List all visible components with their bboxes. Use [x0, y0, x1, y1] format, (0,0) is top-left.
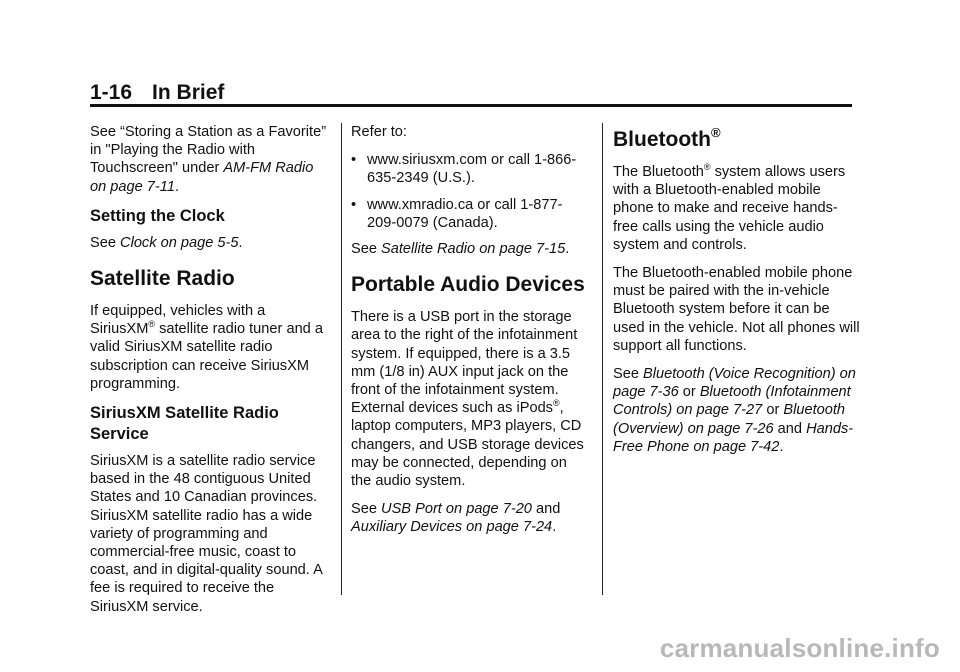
text: .: [174, 178, 179, 195]
portable-paragraph: [351, 308, 591, 490]
bullet-list: [351, 151, 591, 232]
cross-reference[interactable]: Bluetooth (Voice Recognition) on page 7-36: [613, 366, 856, 401]
cross-reference[interactable]: Clock on page 5-5: [120, 234, 239, 251]
text: See: [90, 234, 121, 251]
text: .: [552, 519, 557, 536]
text: , laptop computers, MP3 players, CD changers, and USB storage devices may be connected, depending on the audio system.: [351, 400, 584, 490]
list-item: [351, 196, 591, 232]
cross-reference[interactable]: USB Port on page 7-20: [381, 501, 532, 518]
text: See “Storing a Station as a Favorite” in "Playing the Radio with Touchscreen" under: [90, 124, 327, 177]
heading-setting-clock: Setting the Clock: [90, 206, 225, 225]
cross-reference[interactable]: Bluetooth (Infotainment Controls) on page 7-27: [613, 384, 851, 419]
text: .: [238, 234, 243, 251]
text: system allows users with a Bluetooth-enabled mobile phone to make and receive hands-free calls using the vehicle audio system and controls.: [613, 164, 846, 253]
bluetooth-references: [613, 365, 860, 456]
text: and: [531, 501, 561, 518]
bullet-icon: •: [351, 152, 357, 169]
text: www.xmradio.ca or call 1-877-209-0079 (Canada).: [367, 196, 563, 231]
cross-reference[interactable]: Satellite Radio on page 7-15: [381, 241, 566, 258]
column-1: [90, 123, 332, 626]
clock-paragraph: [90, 234, 332, 252]
page-header: [90, 80, 852, 106]
cross-reference[interactable]: Auxiliary Devices on page 7-24: [351, 519, 553, 536]
see-satellite-paragraph: [351, 240, 591, 258]
usb-aux-paragraph: [351, 500, 591, 536]
text: .: [565, 241, 570, 258]
refer-to: Refer to:: [351, 124, 407, 140]
text: The Bluetooth: [613, 164, 704, 180]
text: See: [351, 241, 382, 258]
text: If equipped, vehicles with a SiriusXM: [90, 303, 266, 338]
page-number: 1-16: [90, 81, 133, 104]
text: .: [779, 438, 784, 455]
column-3: [613, 123, 860, 466]
text: satellite radio tuner and a valid SiriusXM satellite radio subscription can receive SiriusXM programming.: [90, 321, 323, 392]
registered-mark: ®: [552, 398, 560, 409]
text: See: [351, 501, 382, 518]
text: There is a USB port in the storage area to the right of the infotainment system. If equipped, there is a 3.5 mm (1/8 in) AUX input jack on the front of the infotainment system. External devices such as iPods: [351, 309, 578, 417]
cross-reference[interactable]: Bluetooth (Overview) on page 7-26: [613, 402, 846, 437]
service-paragraph: SiriusXM is a satellite radio service based in the 48 contiguous United States and 10 Canadian provinces. SiriusXM satellite radio has a wide variety of programming and commercial-free music, coast to coast, and in digital-quality sound. A fee is required to receive the SiriusXM service.: [90, 453, 323, 615]
watermark: carmanualsonline.info: [659, 633, 940, 663]
heading-satellite-radio: Satellite Radio: [90, 267, 235, 291]
column-2: [351, 123, 591, 547]
heading-bluetooth: [613, 127, 860, 153]
section-title: In Brief: [152, 81, 225, 104]
text: and: [773, 420, 807, 437]
column-divider: [341, 123, 342, 595]
text: Bluetooth: [613, 128, 711, 151]
registered-mark: ®: [703, 162, 711, 172]
text: or: [762, 402, 784, 419]
text: www.siriusxm.com or call 1-866-635-2349 (U.S.).: [367, 152, 577, 187]
text: See: [613, 366, 644, 383]
heading-siriusxm-service: SiriusXM Satellite Radio Service: [90, 404, 279, 444]
registered-mark: ®: [148, 319, 156, 330]
bluetooth-paragraph-1: [613, 163, 860, 254]
header-rule: [90, 104, 852, 107]
cross-reference[interactable]: Hands-Free Phone on page 7-42: [613, 420, 854, 455]
text: or: [678, 384, 700, 401]
cross-reference[interactable]: AM-FM Radio on page 7-11: [90, 160, 314, 195]
satellite-paragraph: [90, 302, 332, 393]
heading-portable-audio: Portable Audio Devices: [351, 273, 585, 297]
intro-paragraph: [90, 123, 332, 196]
column-divider: [602, 123, 603, 595]
list-item: [351, 151, 591, 187]
bullet-icon: •: [351, 196, 357, 213]
bluetooth-paragraph-2: The Bluetooth-enabled mobile phone must be paired with the in-vehicle Bluetooth system before it can be used in the vehicle. Not all phones will support all functions.: [613, 265, 860, 354]
registered-mark: ®: [710, 125, 721, 140]
